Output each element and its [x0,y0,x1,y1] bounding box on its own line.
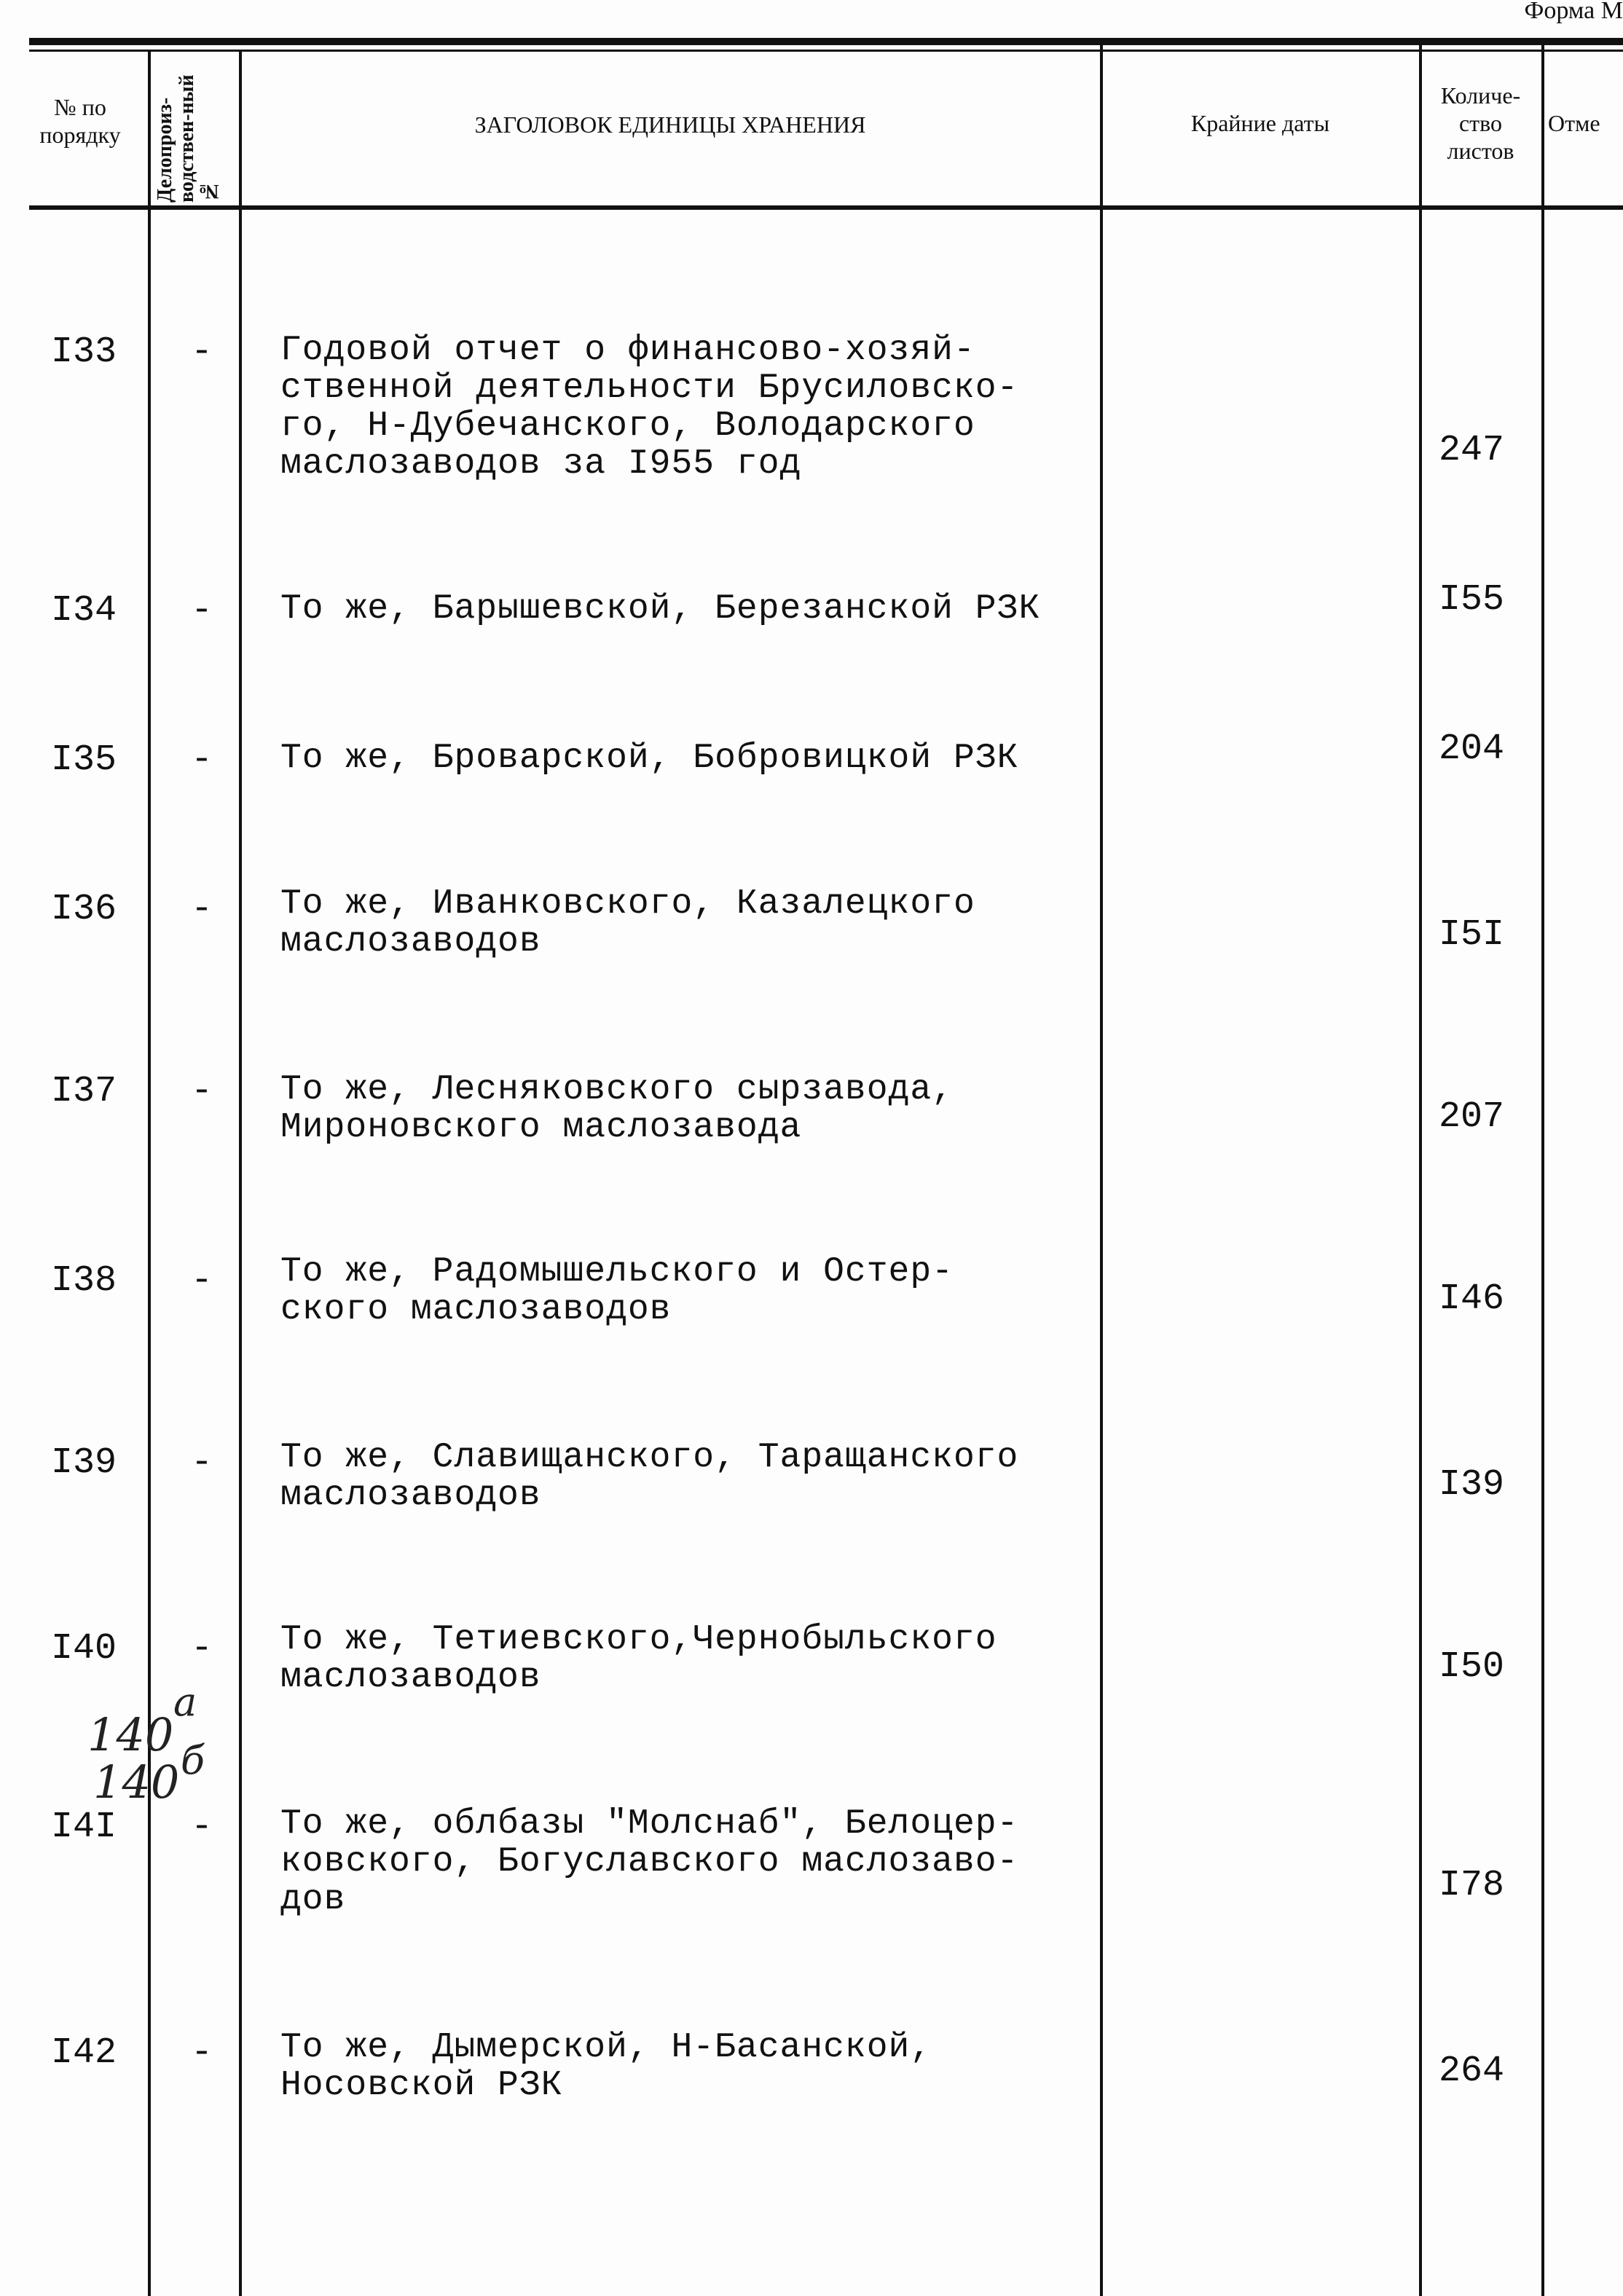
row-sheets: I46 [1439,1278,1505,1320]
row-number: I4I [51,1806,117,1848]
header-top-rule [29,38,1623,45]
row-number: I33 [51,331,117,373]
row-title: Годовой отчет о финансово-хозяй- ственной деятельности Брусиловско- го, Н-Дубечанского, Володарского маслозаводов за I955 год [280,331,1019,484]
header-office-number: Делопроиз-водствен-ный № [154,74,220,203]
row-title: То же, Дымерской, Н-Басанской, Носовской РЗК [280,2028,932,2105]
column-divider [1419,45,1422,2296]
row-number: I37 [51,1071,117,1112]
row-title: То же, Лесняковского сырзавода, Мироновского маслозавода [280,1070,954,1147]
header-sheets: Количе-ство листов [1440,82,1521,164]
form-label: Форма М [1524,0,1623,24]
row-sheets: 207 [1439,1096,1505,1138]
column-divider [239,50,242,2296]
row-sheets: I78 [1439,1865,1505,1906]
column-divider [1100,45,1103,2296]
handwritten-number: 140 [87,1708,174,1761]
handwritten-letter: а [173,1679,197,1725]
row-office: - [191,1806,213,1848]
row-title: То же, Славищанского, Таращанского маслозаводов [280,1438,1019,1515]
row-title: То же, облбазы "Молснаб", Белоцер- ковского, Богуславского маслозаво- дов [280,1804,1019,1919]
row-sheets: 204 [1439,728,1505,770]
row-office: - [191,739,213,781]
header-title: ЗАГОЛОВОК ЕДИНИЦЫ ХРАНЕНИЯ [474,111,866,138]
header-top-rule-thin [29,50,1623,52]
column-divider [148,50,151,2296]
row-number: I40 [51,1628,117,1670]
handwritten-number: 140 [93,1756,180,1809]
row-sheets: 264 [1439,2051,1505,2092]
row-office: - [191,1071,213,1112]
row-number: I35 [51,739,117,781]
row-sheets: I50 [1439,1646,1505,1688]
row-office: - [191,331,213,373]
row-sheets: I39 [1439,1464,1505,1506]
row-office: - [191,1442,213,1484]
row-title: То же, Тетиевского,Чернобыльского маслозаводов [280,1620,997,1697]
header-number: № по порядку [39,94,121,148]
row-number: I38 [51,1260,117,1302]
row-number: I42 [51,2032,117,2074]
row-office: - [191,1628,213,1670]
row-sheets: I55 [1439,579,1505,621]
row-title: То же, Броварской, Бобровицкой РЗК [280,739,1019,778]
row-title: То же, Барышевской, Березанской РЗК [280,589,1041,629]
column-divider [1541,45,1544,2296]
row-office: - [191,1260,213,1302]
header-dates: Крайние даты [1190,110,1330,136]
row-title: То же, Иванковского, Казалецкого маслозаводов [280,884,975,962]
row-sheets: 247 [1439,430,1505,471]
handwritten-letter: б [181,1737,205,1783]
row-office: - [191,590,213,632]
row-office: - [191,2032,213,2074]
header-notes: Отме [1548,110,1600,136]
row-office: - [191,889,213,930]
row-number: I39 [51,1442,117,1484]
row-number: I34 [51,590,117,632]
header-bottom-rule [29,205,1623,210]
row-sheets: I5I [1439,914,1505,956]
row-title: То же, Радомышельского и Остер- ского маслозаводов [280,1252,954,1329]
row-number: I36 [51,889,117,930]
